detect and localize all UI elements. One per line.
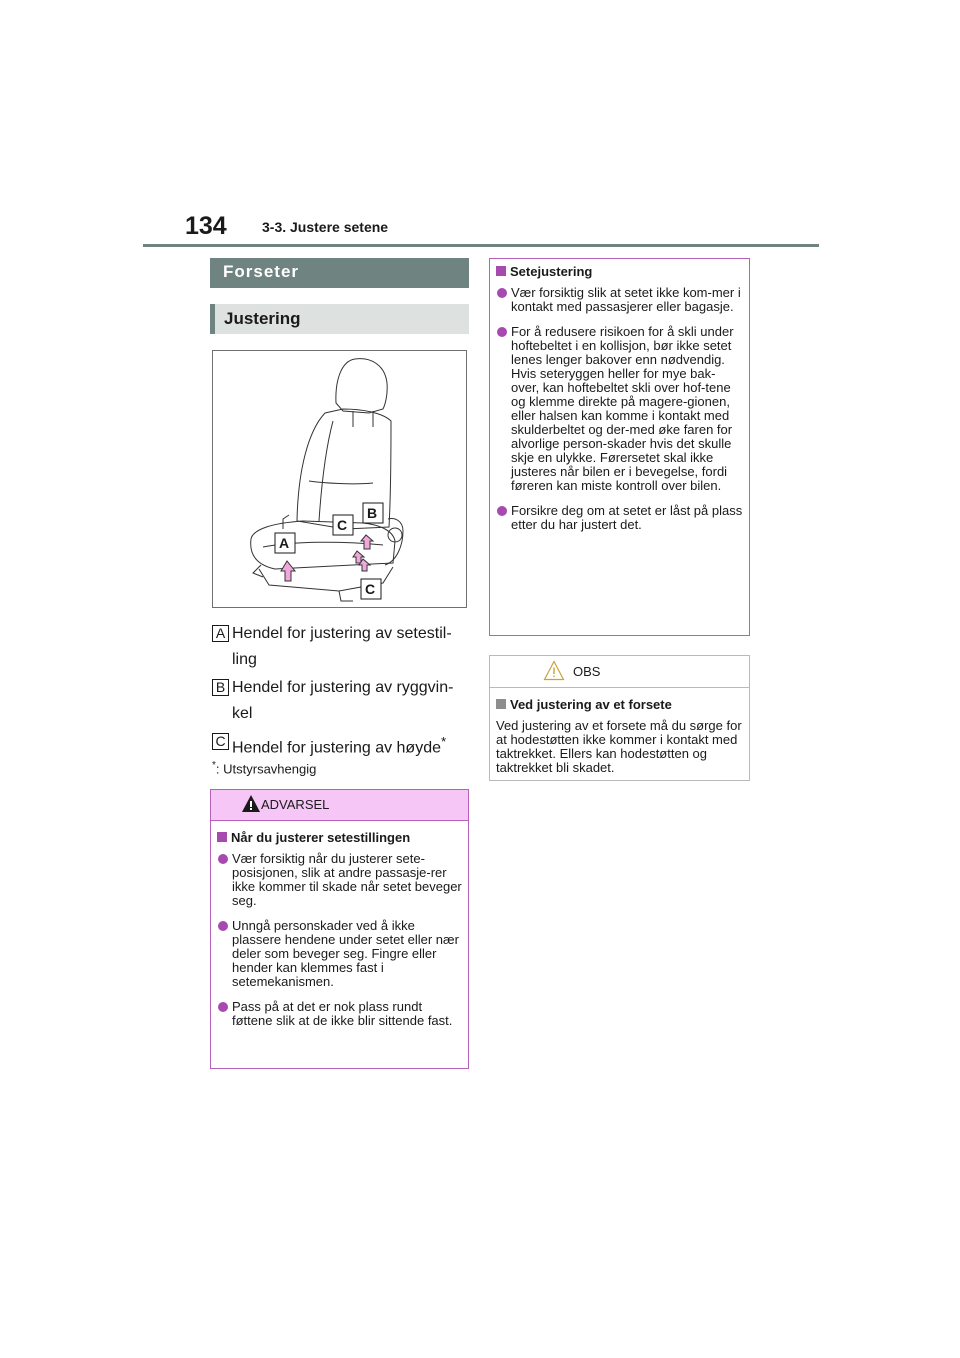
section-heading bbox=[210, 258, 469, 288]
legend-text-b: Hendel for justering av ryggvin-kel bbox=[232, 679, 454, 722]
callout-c-lower: C bbox=[365, 581, 376, 597]
seat-drawing bbox=[213, 351, 466, 607]
page-number: 134 bbox=[185, 212, 227, 240]
running-head: 3-3. Justere setene bbox=[262, 219, 389, 235]
list-item: Pass på at det er nok plass rundt føttene slik at de ikke blir sittende fast. bbox=[217, 1000, 462, 1028]
footnote-marker: * bbox=[212, 760, 216, 771]
footnote-mark: * bbox=[441, 734, 447, 749]
bullet-icon bbox=[218, 854, 228, 864]
legend-text-c: Hendel for justering av høyde bbox=[232, 739, 441, 757]
warning-triangle-icon bbox=[241, 794, 261, 814]
bullet-icon bbox=[497, 506, 507, 516]
notice-box bbox=[489, 655, 750, 781]
bullet-icon bbox=[497, 288, 507, 298]
warning-title: Når du justerer setestillingen bbox=[217, 831, 462, 845]
square-bullet-icon bbox=[496, 266, 506, 276]
legend-key-c: C bbox=[212, 733, 229, 750]
warning-box bbox=[210, 789, 469, 1069]
list-item: Forsikre deg om at setet er låst på plass etter du har justert det. bbox=[496, 504, 743, 532]
footnote bbox=[212, 760, 316, 776]
bullet-icon bbox=[218, 1002, 228, 1012]
list-item: Unngå personskader ved å ikke plassere hendene under setet eller nær deler som beveger seg. Fingre eller hender kan klemmes fast i setemekanismen. bbox=[217, 919, 462, 989]
warning-header bbox=[211, 790, 468, 821]
list-item: Vær forsiktig når du justerer sete-posisjonen, slik at andre passasje-rer ikke kommer til skade når setet beveger seg. bbox=[217, 852, 462, 908]
square-bullet-icon bbox=[217, 832, 227, 842]
callout-a: A bbox=[279, 535, 290, 551]
callout-c-upper: C bbox=[337, 517, 348, 533]
arrow-a bbox=[281, 561, 295, 581]
notice-label: OBS bbox=[573, 664, 601, 679]
notice-title: Ved justering av et forsete bbox=[496, 698, 743, 712]
subsection-title: Justering bbox=[224, 309, 301, 328]
seat-illustration bbox=[212, 350, 467, 608]
callout-b: B bbox=[367, 505, 378, 521]
subsection-heading bbox=[210, 304, 469, 334]
legend-key-a: A bbox=[212, 625, 229, 642]
legend-text-a: Hendel for justering av setestil-ling bbox=[232, 625, 452, 668]
list-item: For å redusere risikoen for å skli under hoftebeltet i en kollisjon, bør ikke setet lenes lenger bakover enn nødvendig. Hvis seteryggen heller for mye bak-over, kan hoftebeltet skli over hof-tene og klemme direkte på magere-gionen, eller halsen kan komme i kontakt med skulderbeltet og der-med øke faren for alvorlige person-skader hvis det skulle skje en ulykke. Førersetet skal ikke justeres når bilen er i bevegelse, fordi føreren kan miste kontroll over bilen. bbox=[496, 325, 743, 493]
notice-header bbox=[490, 656, 749, 688]
header-rule bbox=[143, 244, 819, 247]
footnote-text: : Utstyrsavhengig bbox=[215, 761, 317, 777]
warning-label: ADVARSEL bbox=[261, 797, 330, 812]
bullet-icon bbox=[497, 327, 507, 337]
square-bullet-icon bbox=[496, 699, 506, 709]
arrow-b bbox=[361, 535, 373, 549]
warning-continued-title: Setejustering bbox=[496, 265, 743, 279]
bullet-icon bbox=[218, 921, 228, 931]
list-item: Vær forsiktig slik at setet ikke kom-mer i kontakt med passasjerer eller bagasje. bbox=[496, 286, 743, 314]
warning-continued-box bbox=[489, 258, 750, 636]
legend-key-b: B bbox=[212, 679, 229, 696]
caution-triangle-icon bbox=[543, 660, 565, 681]
notice-body: Ved justering av et forsete må du sørge for at hodestøtten ikke kommer i kontakt med taktrekket. Ellers kan hodestøtten og taktrekket bli skadet. bbox=[496, 718, 742, 775]
section-title: Forseter bbox=[223, 262, 300, 281]
